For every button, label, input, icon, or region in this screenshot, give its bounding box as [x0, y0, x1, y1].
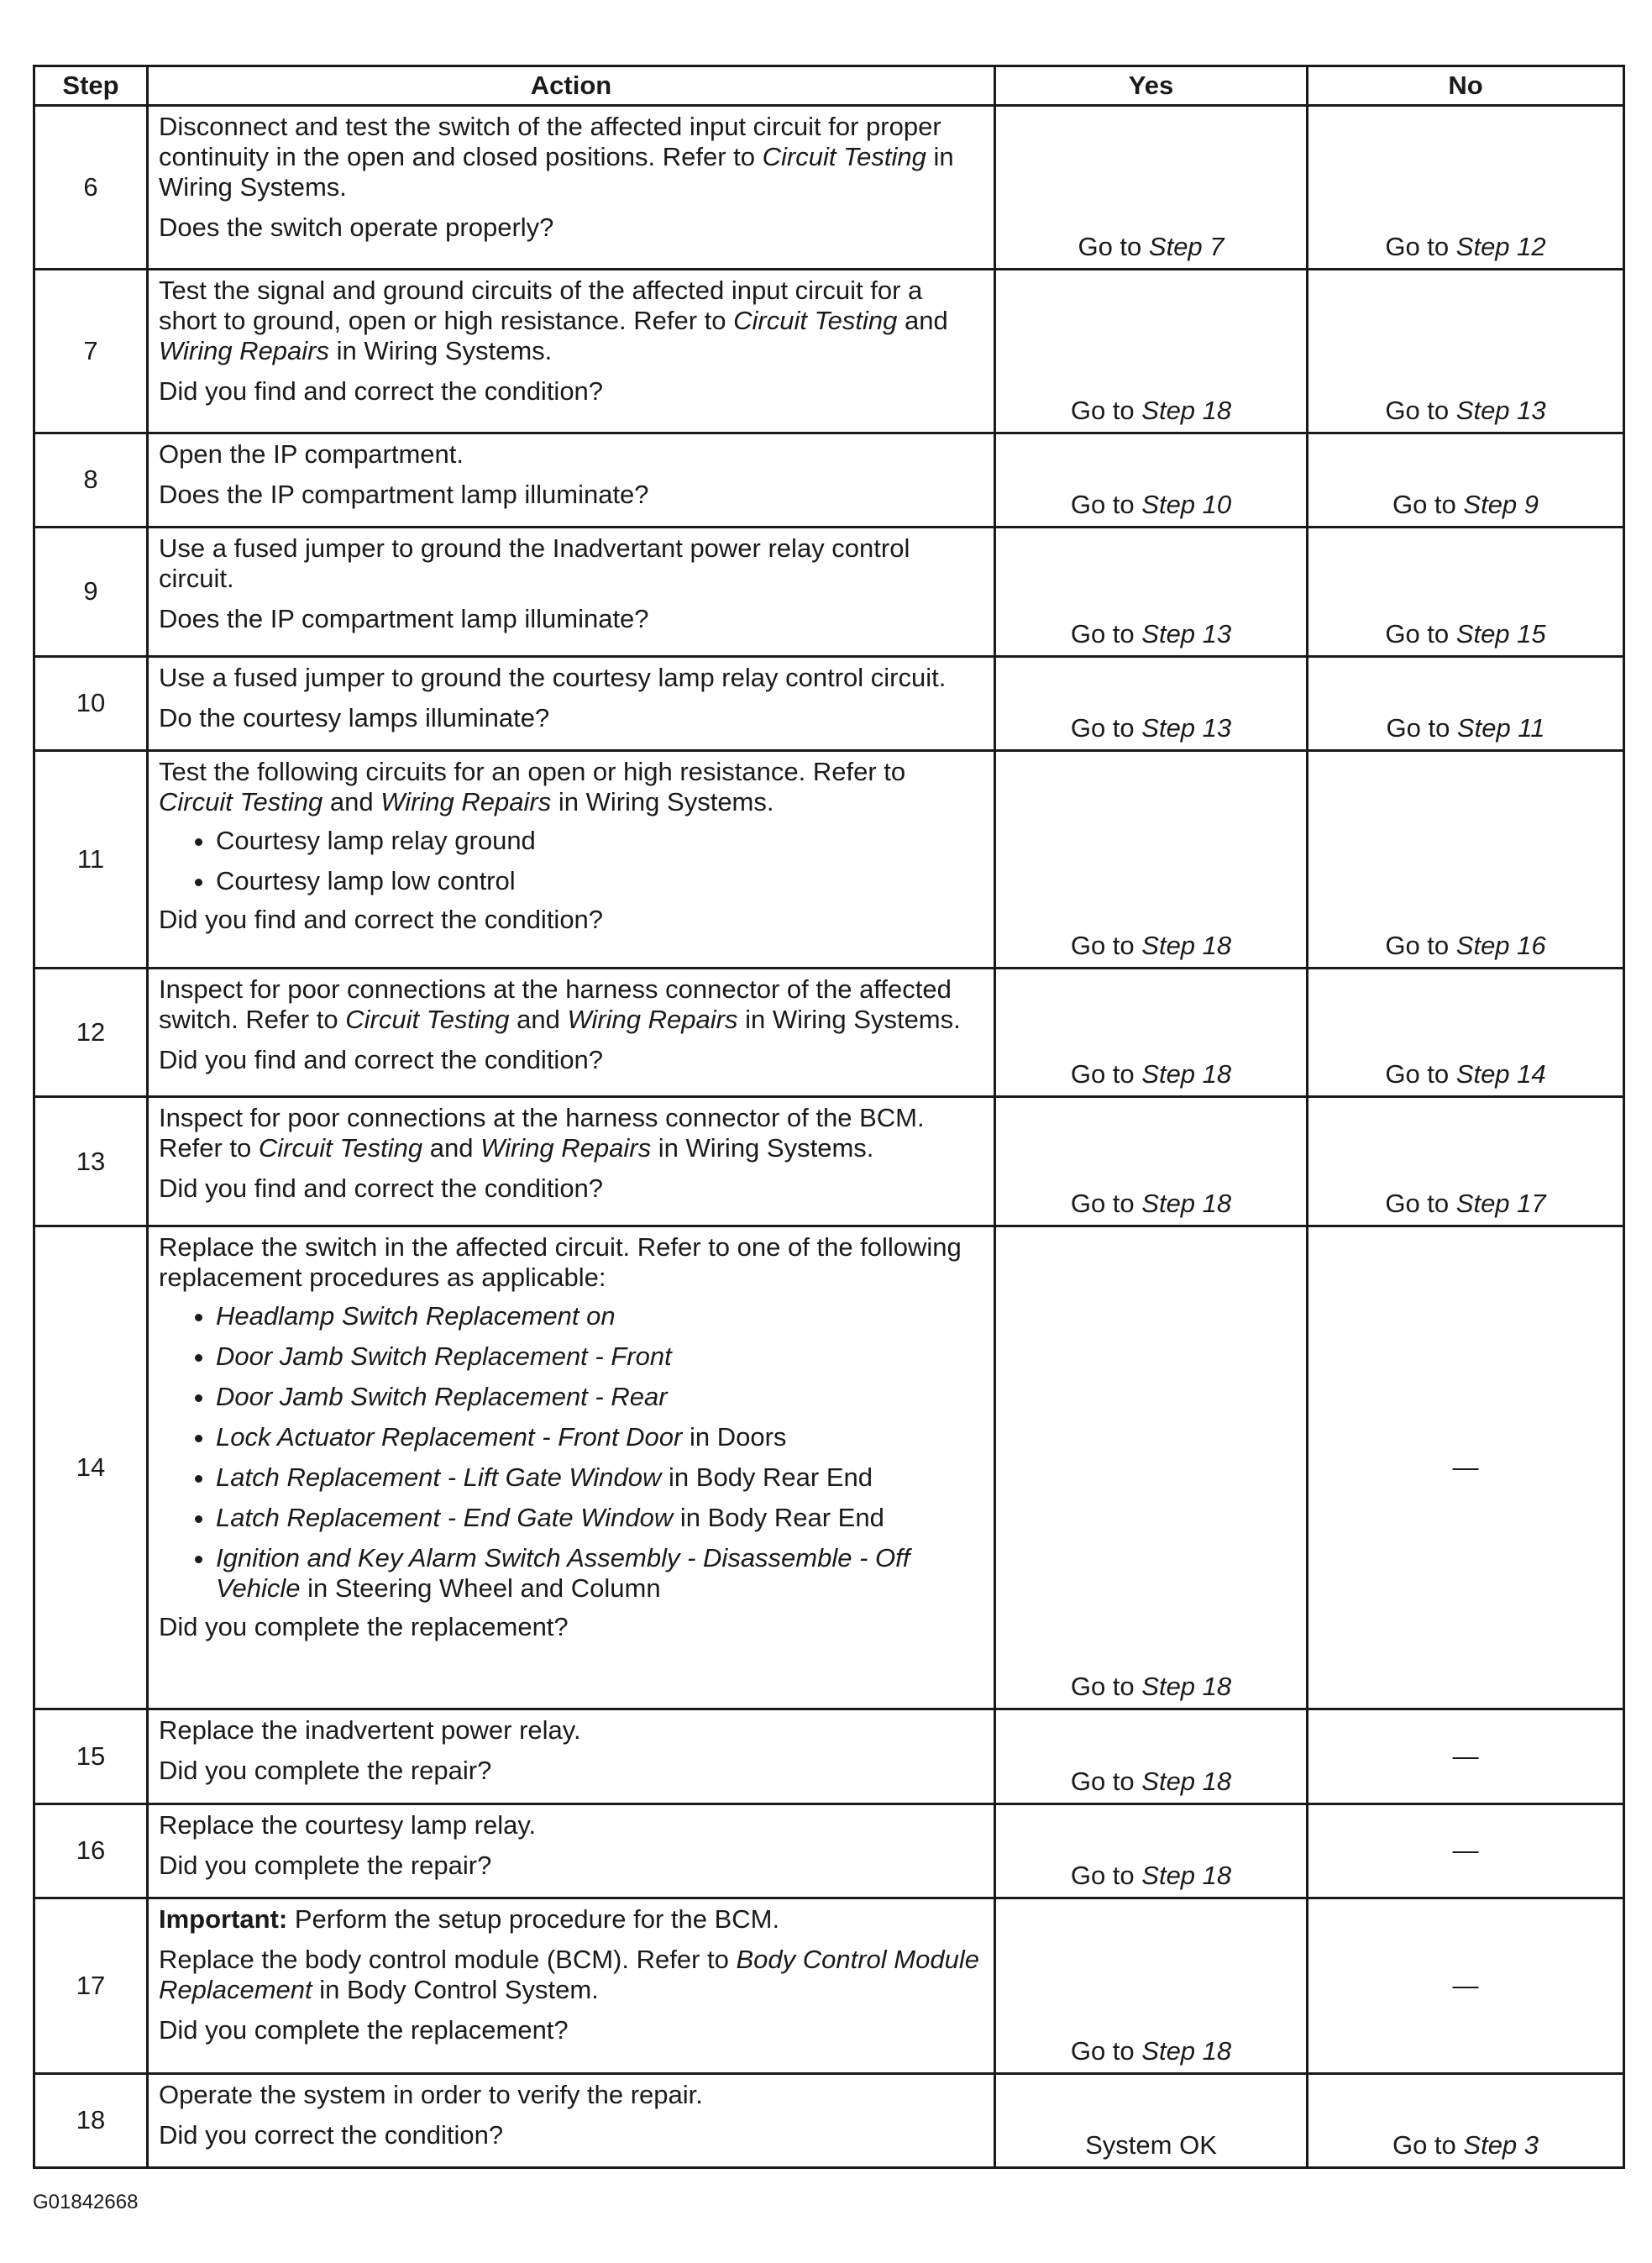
action-text: Courtesy lamp relay ground	[216, 825, 536, 855]
step-number: 9	[34, 527, 148, 656]
goto-prefix: Go to	[1070, 2035, 1142, 2066]
action-question: Did you complete the replacement?	[159, 2015, 569, 2045]
step-number: 6	[34, 106, 148, 270]
yes-cell	[995, 1898, 1308, 2074]
yes-cell	[995, 750, 1308, 968]
no-cell	[1308, 527, 1624, 656]
goto-prefix: Go to	[1392, 489, 1464, 519]
diagnostic-table	[33, 65, 1625, 2169]
goto-step: Step 18	[1141, 1672, 1232, 1702]
goto-prefix: Go to	[1385, 1059, 1456, 1089]
list-item	[216, 1342, 983, 1372]
table-row	[34, 750, 1624, 968]
goto-prefix: Go to	[1392, 2130, 1464, 2160]
reference-title: Circuit Testing	[345, 1004, 510, 1034]
yes-cell	[995, 527, 1308, 656]
goto-step: Step 11	[1456, 712, 1545, 743]
step-number: 11	[34, 750, 148, 968]
action-question: Does the IP compartment lamp illuminate?	[159, 479, 649, 509]
list-item	[216, 1543, 983, 1604]
goto-prefix: Go to	[1070, 1861, 1142, 1890]
table-row	[34, 106, 1624, 270]
table-row	[34, 1709, 1624, 1804]
table-row	[34, 2073, 1624, 2167]
important-label: Important:	[159, 1904, 288, 1934]
not-applicable-dash: —	[1452, 1741, 1479, 1772]
yes-cell	[995, 269, 1308, 433]
yes-cell	[995, 433, 1308, 527]
goto-step: Step 16	[1455, 930, 1546, 960]
goto-step: Step 13	[1141, 618, 1232, 648]
goto-step: Step 3	[1463, 2130, 1539, 2160]
action-text: Replace the switch in the affected circuit. Refer to one of the following replacement procedures as applicable:	[159, 1232, 962, 1293]
goto-step: Step 15	[1455, 618, 1546, 648]
header-step: Step	[34, 66, 148, 106]
step-number: 10	[34, 656, 148, 750]
goto-step: Step 13	[1141, 712, 1232, 743]
no-cell	[1308, 750, 1624, 968]
action-question: Does the IP compartment lamp illuminate?	[159, 603, 649, 633]
goto-prefix: Go to	[1070, 395, 1142, 425]
reference-title: Latch Replacement - Lift Gate Window	[216, 1462, 662, 1493]
action-question: Did you complete the replacement?	[159, 1612, 569, 1642]
step-number: 17	[34, 1898, 148, 2074]
figure-code: G01842668	[33, 2191, 139, 2213]
goto-prefix: Go to	[1078, 231, 1149, 261]
action-question: Did you find and correct the condition?	[159, 1044, 604, 1074]
yes-cell	[995, 1709, 1308, 1804]
action-cell	[148, 106, 995, 270]
no-cell	[1308, 1804, 1624, 1898]
action-cell	[148, 1226, 995, 1709]
list-item	[216, 826, 983, 856]
action-paragraph	[159, 663, 983, 693]
action-paragraph	[159, 276, 983, 366]
action-cell	[148, 750, 995, 968]
important-text: Perform the setup procedure for the BCM.	[287, 1904, 780, 1934]
goto-step: Step 13	[1455, 395, 1546, 425]
action-paragraph	[159, 112, 983, 202]
goto-prefix: Go to	[1070, 712, 1142, 743]
list-item	[216, 1382, 983, 1412]
header-no: No	[1308, 66, 1624, 106]
goto-prefix: Go to	[1070, 1189, 1142, 1219]
goto-step: Step 18	[1141, 395, 1232, 425]
action-cell	[148, 433, 995, 527]
no-cell	[1308, 1709, 1624, 1804]
no-cell	[1308, 1097, 1624, 1226]
goto-step: Step 14	[1455, 1059, 1546, 1089]
step-number: 7	[34, 269, 148, 433]
not-applicable-dash: —	[1452, 1835, 1479, 1866]
action-question: Does the switch operate properly?	[159, 213, 554, 242]
action-text: in Wiring Systems.	[551, 786, 774, 816]
reference-title: Circuit Testing	[762, 142, 926, 171]
reference-title: Circuit Testing	[159, 786, 323, 816]
reference-title: Headlamp Switch Replacement on	[216, 1301, 616, 1331]
no-cell	[1308, 2073, 1624, 2167]
action-paragraph	[159, 757, 983, 817]
action-text: in Body Rear End	[661, 1462, 873, 1493]
action-cell	[148, 968, 995, 1097]
goto-step: Step 18	[1141, 1766, 1232, 1796]
table-body	[34, 106, 1624, 2168]
reference-title: Wiring Repairs	[480, 1133, 652, 1163]
yes-cell	[995, 656, 1308, 750]
action-text: Test the following circuits for an open or high resistance. Refer to	[159, 756, 906, 786]
action-text: Inspect for poor connections at the harness connector of the BCM. Refer to	[159, 1103, 925, 1163]
goto-step: Step 12	[1455, 231, 1546, 261]
list-item	[216, 1301, 983, 1331]
reference-title: Body Control Module Replacement	[159, 1945, 979, 2004]
goto-step: Step 18	[1141, 1059, 1232, 1089]
action-text: in Body Rear End	[673, 1503, 884, 1533]
action-paragraph	[159, 1810, 983, 1840]
step-number: 8	[34, 433, 148, 527]
step-number: 18	[34, 2073, 148, 2167]
goto-step: Step 18	[1141, 1861, 1232, 1890]
step-number: 14	[34, 1226, 148, 1709]
action-text: in Wiring Systems.	[159, 142, 954, 202]
table-row	[34, 1226, 1624, 1709]
reference-title: Ignition and Key Alarm Switch Assembly - Disassemble - Off Vehicle	[216, 1543, 910, 1604]
header-action: Action	[148, 66, 995, 106]
action-paragraph	[159, 1232, 983, 1293]
goto-step: Step 18	[1141, 930, 1232, 960]
action-paragraph	[159, 974, 983, 1035]
yes-cell	[995, 1097, 1308, 1226]
action-paragraph	[159, 1103, 983, 1163]
reference-title: Circuit Testing	[733, 305, 898, 335]
action-question: Do the courtesy lamps illuminate?	[159, 702, 550, 732]
action-cell	[148, 1804, 995, 1898]
action-text: Replace the body control module (BCM). Refer to	[159, 1945, 737, 1974]
action-text: Open the IP compartment.	[159, 438, 464, 469]
action-text: and	[323, 786, 381, 816]
yes-cell	[995, 1804, 1308, 1898]
yes-cell	[995, 2073, 1308, 2167]
goto-prefix: Go to	[1385, 395, 1456, 425]
goto-prefix: Go to	[1385, 1189, 1456, 1219]
step-number: 16	[34, 1804, 148, 1898]
step-number: 12	[34, 968, 148, 1097]
action-paragraph	[159, 1715, 983, 1746]
reference-title: Door Jamb Switch Replacement - Front	[216, 1342, 672, 1372]
no-cell	[1308, 968, 1624, 1097]
action-question: Did you find and correct the condition?	[159, 904, 604, 934]
action-text: Disconnect and test the switch of the affected input circuit for proper continuity in the open and closed positions. Refer to	[159, 112, 941, 171]
yes-cell	[995, 1226, 1308, 1709]
bullet-list	[159, 1301, 983, 1604]
table-row	[34, 527, 1624, 656]
important-note	[159, 1904, 983, 1935]
step-number: 13	[34, 1097, 148, 1226]
goto-step: Step 17	[1455, 1189, 1546, 1219]
action-cell	[148, 269, 995, 433]
action-text: Replace the inadvertent power relay.	[159, 1715, 581, 1746]
table-row	[34, 1097, 1624, 1226]
yes-cell	[995, 968, 1308, 1097]
not-applicable-dash: —	[1452, 1970, 1479, 2000]
goto-prefix: Go to	[1385, 231, 1456, 261]
reference-title: Wiring Repairs	[159, 335, 329, 365]
action-text: in Wiring Systems.	[651, 1133, 874, 1163]
action-question: Did you complete the repair?	[159, 1850, 492, 1880]
no-cell	[1308, 269, 1624, 433]
table-row	[34, 1898, 1624, 2074]
action-text: Operate the system in order to verify the repair.	[159, 2079, 703, 2109]
table-row	[34, 269, 1624, 433]
goto-step: Step 9	[1463, 489, 1539, 519]
yes-cell	[995, 106, 1308, 270]
action-paragraph	[159, 1945, 983, 2005]
goto-prefix: Go to	[1386, 712, 1457, 743]
reference-title: Circuit Testing	[258, 1133, 423, 1163]
list-item	[216, 1462, 983, 1493]
action-text: in Wiring Systems.	[737, 1004, 961, 1034]
table-header-row	[34, 66, 1624, 106]
bullet-list	[159, 826, 983, 896]
no-cell	[1308, 1226, 1624, 1709]
reference-title: Door Jamb Switch Replacement - Rear	[216, 1382, 668, 1412]
table-row	[34, 433, 1624, 527]
no-cell	[1308, 433, 1624, 527]
not-applicable-dash: —	[1452, 1452, 1479, 1483]
header-yes: Yes	[995, 66, 1308, 106]
yes-result: System OK	[1085, 2130, 1217, 2160]
action-cell	[148, 2073, 995, 2167]
action-text: in Wiring Systems.	[329, 335, 553, 365]
action-paragraph	[159, 533, 983, 594]
action-text: in Steering Wheel and Column	[300, 1573, 661, 1604]
goto-step: Step 18	[1141, 1189, 1232, 1219]
action-text: Courtesy lamp low control	[216, 865, 516, 895]
action-text: Test the signal and ground circuits of the affected input circuit for a short to ground, open or high resistance. Refer to	[159, 275, 923, 335]
action-cell	[148, 527, 995, 656]
action-text: and	[509, 1004, 568, 1034]
action-text: Use a fused jumper to ground the Inadvertant power relay control circuit.	[159, 533, 910, 593]
action-question: Did you find and correct the condition?	[159, 375, 604, 406]
action-text: Inspect for poor connections at the harness connector of the affected switch. Refer to	[159, 974, 952, 1034]
table-row	[34, 968, 1624, 1097]
goto-prefix: Go to	[1070, 489, 1142, 519]
goto-step: Step 7	[1148, 231, 1225, 261]
reference-title: Lock Actuator Replacement - Front Door	[216, 1422, 683, 1452]
action-question: Did you correct the condition?	[159, 2119, 504, 2150]
goto-prefix: Go to	[1070, 930, 1142, 960]
action-cell	[148, 1097, 995, 1226]
goto-prefix: Go to	[1070, 1672, 1142, 1702]
action-cell	[148, 1709, 995, 1804]
goto-prefix: Go to	[1385, 930, 1456, 960]
step-number: 15	[34, 1709, 148, 1804]
action-question: Did you complete the repair?	[159, 1756, 492, 1786]
action-text: in Doors	[682, 1422, 787, 1452]
action-question: Did you find and correct the condition?	[159, 1174, 604, 1204]
list-item	[216, 1422, 983, 1452]
list-item	[216, 1503, 983, 1533]
table-row	[34, 1804, 1624, 1898]
no-cell	[1308, 656, 1624, 750]
goto-step: Step 18	[1141, 2035, 1232, 2066]
table-row	[34, 656, 1624, 750]
no-cell	[1308, 1898, 1624, 2074]
action-text: Use a fused jumper to ground the courtesy lamp relay control circuit.	[159, 662, 947, 692]
action-paragraph	[159, 439, 983, 470]
action-text: and	[422, 1133, 481, 1163]
action-text: and	[897, 305, 948, 335]
goto-prefix: Go to	[1070, 1059, 1142, 1089]
action-cell	[148, 1898, 995, 2074]
action-paragraph	[159, 2080, 983, 2110]
action-cell	[148, 656, 995, 750]
goto-prefix: Go to	[1385, 618, 1456, 648]
reference-title: Wiring Repairs	[567, 1004, 738, 1034]
goto-step: Step 10	[1141, 489, 1232, 519]
reference-title: Wiring Repairs	[380, 786, 552, 816]
goto-prefix: Go to	[1070, 1766, 1142, 1796]
action-text: Replace the courtesy lamp relay.	[159, 1809, 537, 1840]
goto-prefix: Go to	[1070, 618, 1142, 648]
list-item	[216, 866, 983, 896]
action-text: in Body Control System.	[312, 1975, 599, 2004]
no-cell	[1308, 106, 1624, 270]
reference-title: Latch Replacement - End Gate Window	[216, 1503, 674, 1533]
